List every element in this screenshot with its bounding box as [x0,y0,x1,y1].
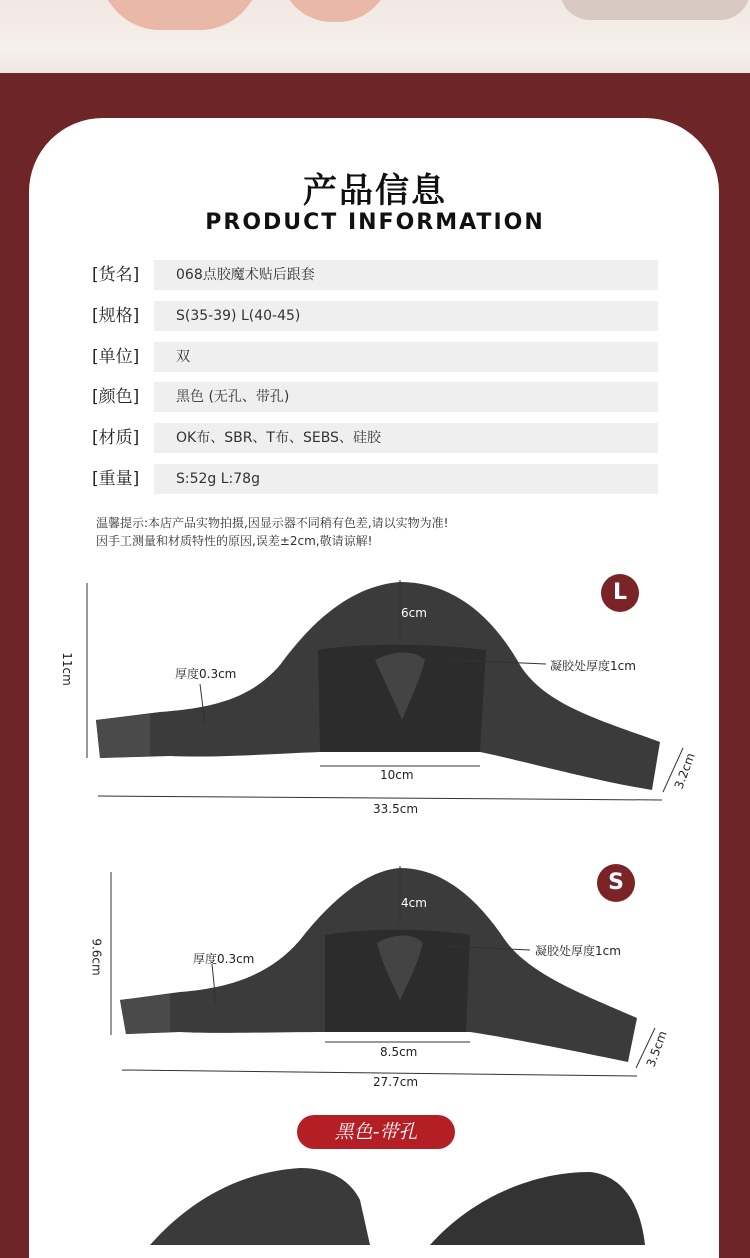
dim-height-l: 11cm [59,652,74,686]
dim-bottom-l: 10cm [380,768,414,782]
info-label: [单位] [92,347,140,367]
dim-gel-l: 凝胶处厚度1cm [550,659,636,673]
bottom-product-preview [150,1168,645,1245]
info-value: S:52g L:78g [154,464,658,494]
page-subtitle: PRODUCT INFORMATION [205,210,545,235]
info-label: [重量] [92,469,140,489]
info-label: [货名] [92,265,140,285]
dim-height-s: 9.6cm [89,938,104,976]
dim-top-l: 6cm [401,606,427,620]
dim-length-l: 33.5cm [373,802,419,816]
dim-thickness-l: 厚度0.3cm [175,667,237,681]
diagram-l-shape [96,582,660,790]
page-title: 产品信息 [303,171,447,211]
color-tag: 黑色-带孔 [297,1115,455,1149]
size-badge-l: L [601,574,639,612]
info-label: [材质] [92,428,140,448]
info-label: [颜色] [92,387,140,407]
info-label: [规格] [92,306,140,326]
dim-top-s: 4cm [401,896,427,910]
note-line-2: 因手工测量和材质特性的原因,误差±2cm,敬请谅解! [96,534,373,548]
dim-gel-s: 凝胶处厚度1cm [535,944,621,958]
info-value: 黑色 (无孔、带孔) [154,382,658,412]
info-value: S(35-39) L(40-45) [154,301,658,331]
dim-strap-s: 3.5cm [643,1029,670,1069]
info-value: 双 [154,342,658,372]
info-value: OK布、SBR、T布、SEBS、硅胶 [154,423,658,453]
info-value: 068点胶魔术贴后跟套 [154,260,658,290]
dim-length-s: 27.7cm [373,1075,419,1089]
dim-thickness-s: 厚度0.3cm [193,952,255,966]
dim-bottom-s: 8.5cm [380,1045,418,1059]
size-badge-s: S [597,864,635,902]
dim-strap-l: 3.2cm [671,751,698,791]
note-line-1: 温馨提示:本店产品实物拍摄,因显示器不同稍有色差,请以实物为准! [96,516,449,530]
